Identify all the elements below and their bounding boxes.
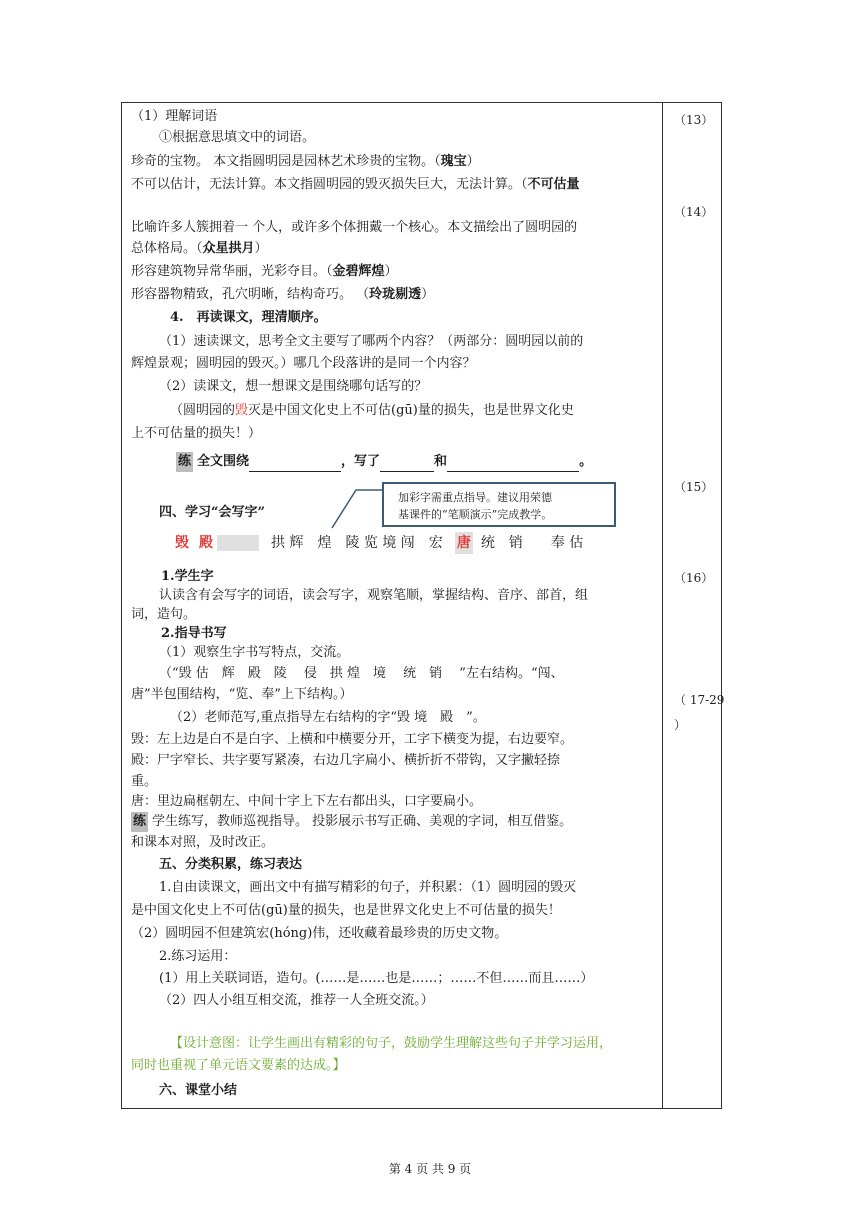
text-line: 2.练习运用： [159,949,237,964]
slide-note: （ 17-29 [674,693,725,707]
text-line: 珍奇的宝物。 本文指圆明园是园林艺术珍贵的宝物。（瑰宝） [131,154,480,169]
teaching-tip-callout: 加彩字需重点指导。建议用荣德 基课件的“笔顺演示”完成教学。 [382,482,616,527]
page-footer: 第 4 页 共 9 页 [388,1162,472,1176]
section-heading: 1.学生字 [161,569,214,584]
practice-badge: 练 [131,812,148,832]
section-heading: 4. 再读课文，理清顺序。 [170,310,327,325]
design-intent: 【设计意图：让学生画出有精彩的句子，鼓励学生理解这些句子并学习运用， [170,1036,613,1051]
design-intent: 同时也重视了单元语文要素的达成。】 [131,1058,346,1073]
slide-note: （16） [674,571,714,585]
text-line: 是中国文化史上不可估(gū)量的损失，也是世界文化史上不可估量的损失！ [131,903,561,918]
text-line: （1）理解词语 [131,109,218,124]
text-line: （圆明园的毁灭是中国文化史上不可估(gū)量的损失，也是世界文化史 [170,403,574,418]
text-line: 形容建筑物异常华丽，光彩夺目。（金碧辉煌） [131,264,398,279]
practice-badge: 练 [176,452,193,472]
text-line: 辉煌景观；圆明园的毁灭。）哪几个段落讲的是同一个内容？ [131,356,476,371]
slide-note: （14） [674,205,714,219]
text-line: 形容器物精致，孔穴明晰，结构奇巧。 （玲珑剔透） [131,287,435,302]
text-line: （2）圆明园不但建筑宏(hóng)伟，还收藏着最珍贵的历史文物。 [131,926,508,941]
text-line: 和课本对照，及时改正。 [131,835,275,850]
text-line: 唐：里边扁框朝左、中间十字上下左右都出头，口字要扁小。 [131,794,483,809]
text-line: 毁：左上边是白不是白字、上横和中横要分开，工字下横变为提，右边要窄。 [131,732,574,747]
slide-note: （13） [674,113,714,127]
highlight-block [217,535,259,551]
character-row: 毁 殿 拱 辉 煌 陵 览 境 闯 宏 唐 统 销 奉 估 [175,532,595,554]
text-line: 殿：尸字窄长、共字要写紧凑，右边几字扁小、横折折不带钩，又字撇轻捺 [131,753,561,768]
text-line: 总体格局。（众星拱月） [131,241,268,256]
text-line: 比喻许多人簇拥着一 个人，或许多个体拥戴一个核心。本文描绘出了圆明园的 [131,220,578,235]
callout-pointer [330,488,386,530]
section-heading: 六、课堂小结 [159,1083,238,1098]
text-line: （2）读课文，想一想课文是围绕哪句话写的？ [159,379,428,394]
answer-blank[interactable] [380,457,434,472]
text-line: (1）用上关联词语，造句。(……是……也是……；……不但……而且……） [159,971,594,986]
answer-blank[interactable] [447,457,579,472]
text-line: 练 学生练写，教师巡视指导。 投影展示书写正确、美观的字词，相互借鉴。 [131,812,656,832]
text-line: 词，造句。 [131,607,197,622]
text-line: 不可以估计，无法计算。本文指圆明园的毁灭损失巨大，无法计算。（不可估量 [131,177,580,192]
text-line: （2）老师范写,重点指导左右结构的字“毁 境 殿 ”。 [170,710,486,725]
text-line: （“毁 估 辉 殿 陵 侵 拱 煌 境 统 销 ”左右结构。“闯、 [159,666,564,681]
text-line: ①根据意思填文中的词语。 [159,130,316,145]
practice-line: 练 全文围绕 ，写了 和 。 [176,452,701,472]
answer-blank[interactable] [249,457,341,472]
section-heading: 四、学习“会写字” [159,505,265,520]
slide-note: ） [674,718,687,732]
section-heading: 五、分类积累，练习表达 [159,857,303,872]
text-line: 认读含有会写字的词语，读会写字，观察笔顺，掌握结构、音序、部首，组 [159,588,589,603]
text-line: 上不可估量的损失！） [131,426,262,441]
text-line: （1）速读课文，思考全文主要写了哪两个内容？（两部分：圆明园以前的 [159,334,584,349]
text-line: 唐”半包围结构，“览、奉”上下结构。） [131,687,353,702]
text-line: 1.自由读课文，画出文中有描写精彩的句子，并积累：（1）圆明园的毁灭 [159,880,577,895]
section-heading: 2.指导书写 [161,626,227,641]
text-line: （1）观察生字书写特点，交流。 [159,645,350,660]
text-line: 重。 [131,774,158,789]
slide-note: （15） [674,480,714,494]
text-line: （2）四人小组互相交流，推荐一人全班交流。） [159,993,434,1008]
